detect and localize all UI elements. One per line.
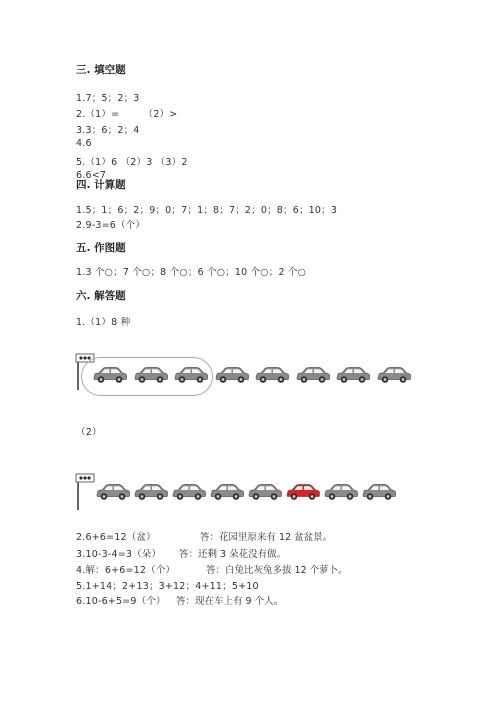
answer-line: 2.9-3=6（个）	[76, 220, 146, 231]
car-icon	[254, 365, 290, 385]
answer-sentence: 答：花园里原来有 12 盆盆景。	[200, 532, 333, 543]
car-icon	[214, 365, 250, 385]
car-icon	[133, 482, 169, 502]
answer-expression: 4.解：6+6=12（个）	[76, 565, 176, 576]
answer-line: 1.（1）8 种	[76, 317, 131, 328]
car-icon	[247, 482, 283, 502]
answer-sentence: 答：现在车上有 9 个人。	[176, 596, 284, 607]
answer-line: 2.（1）= （2）>	[76, 109, 178, 120]
car-icon	[173, 365, 209, 385]
car-icon	[133, 365, 169, 385]
answer-line: 5.（1）6 （2）3 （3）2	[76, 157, 188, 168]
section-title-drawing: 五. 作图题	[76, 242, 126, 254]
answer-line: 1.3 个○；7 个○；8 个○；6 个○；10 个○；2 个○	[76, 267, 307, 278]
car-icon	[335, 365, 371, 385]
answer-expression: 2.6+6=12（盆）	[76, 532, 156, 543]
car-icon	[171, 482, 207, 502]
section-title-solution: 六. 解答题	[76, 290, 126, 302]
answer-line: （2）	[76, 427, 102, 438]
car-icon	[209, 482, 245, 502]
car-icon	[92, 365, 128, 385]
car-icon	[323, 482, 359, 502]
car-icon	[285, 482, 321, 502]
answer-sentence: 答：还剩 3 朵花没有做。	[179, 549, 287, 560]
section-title-calculation: 四. 计算题	[76, 179, 126, 191]
car-icon	[95, 482, 131, 502]
answer-expression: 3.10-3-4=3（朵）	[76, 549, 162, 560]
car-icon	[376, 365, 412, 385]
section-title-fill-in: 三. 填空题	[76, 64, 126, 76]
answer-expression: 5.1+14；2+13；3+12；4+11；5+10	[76, 581, 259, 592]
answer-line: 3.3；6；2；4	[76, 125, 140, 136]
answer-line: 6.6<7	[76, 170, 107, 181]
car-icon	[295, 365, 331, 385]
answer-line: 1.5；1；6；2；9；0；7；1；8；7；2；0；8；6；10；3	[76, 205, 338, 216]
answer-expression: 6.10-6+5=9（个）	[76, 596, 166, 607]
answer-line: 1.7；5；2；3	[76, 93, 140, 104]
car-icon	[361, 482, 397, 502]
answer-line: 4.6	[76, 138, 92, 149]
answer-sentence: 答：白兔比灰兔多拔 12 个萝卜。	[206, 565, 348, 576]
